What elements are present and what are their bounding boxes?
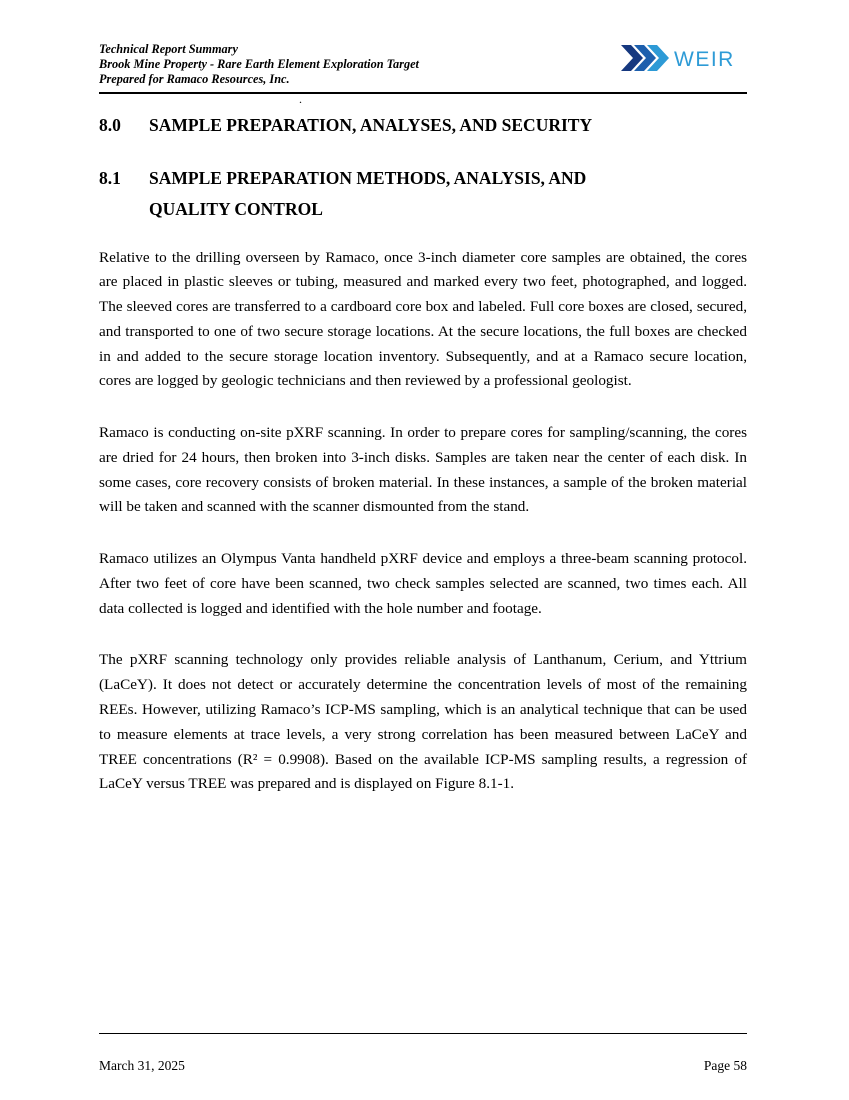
- section-number: 8.1: [99, 168, 121, 189]
- weir-chevrons-icon: [621, 44, 747, 72]
- header-prepared-for: Prepared for Ramaco Resources, Inc.: [99, 72, 290, 87]
- header-divider: [99, 92, 747, 94]
- footer-divider: [99, 1033, 747, 1035]
- section-heading-8-1: [99, 163, 747, 225]
- section-heading-8-0: [99, 114, 747, 138]
- body-paragraph: The pXRF scanning technology only provides reliable analysis of Lanthanum, Cerium, and Yttrium (LaCeY). It does not detect or accurately determine the concentration levels of most of the remaining REEs. However, utilizing Ramaco’s ICP-MS sampling, which is an analytical technique that can be used to measure elements at trace levels, a very strong correlation has been measured between LaCeY and TREE concentrations (R² = 0.9908). Based on the available ICP-MS sampling results, a regression of LaCeY versus TREE was prepared and is displayed on Figure 8.1-1.: [99, 651, 747, 793]
- page-footer: [99, 1058, 747, 1074]
- header-title-block: [99, 42, 419, 88]
- section-number: 8.0: [99, 114, 121, 135]
- header-report-type: Technical Report Summary: [99, 42, 238, 56]
- body-copy: [99, 246, 747, 798]
- footer-date: March 31, 2025: [99, 1058, 185, 1073]
- page-header: [99, 42, 747, 88]
- weir-logo: [621, 44, 747, 77]
- body-paragraph: Ramaco is conducting on-site pXRF scanning. In order to prepare cores for sampling/scanning, the cores are dried for 24 hours, then broken into 3-inch disks. Samples are taken near the center of each disk. In some cases, core recovery consists of broken material. In these instances, a sample of the broken material will be taken and scanned with the scanner dismounted from the stand.: [99, 424, 747, 516]
- body-paragraph: Ramaco utilizes an Olympus Vanta handheld pXRF device and employs a three-beam scanning protocol. After two feet of core have been scanned, two check samples selected are scanned, two times each. All data collected is logged and identified with the hole number and footage.: [99, 550, 747, 617]
- section-title: SAMPLE PREPARATION METHODS, ANALYSIS, AND QUALITY CONTROL: [149, 168, 587, 220]
- body-paragraph: Relative to the drilling overseen by Ramaco, once 3-inch diameter core samples are obtained, the cores are placed in plastic sleeves or tubing, measured and marked every two feet, photographed, and logged. The sleeved cores are transferred to a cardboard core box and labeled. Full core boxes are closed, secured, and transported to one of two secure storage locations. At the secure locations, the full boxes are checked in and added to the secure storage location inventory. Subsequently, and at a Ramaco secure location, cores are logged by geologic technicians and then reviewed by a professional geologist.: [99, 248, 747, 390]
- stray-mark: .: [299, 92, 302, 106]
- header-property-title: Brook Mine Property - Rare Earth Element Exploration Target: [99, 57, 419, 72]
- section-title: SAMPLE PREPARATION, ANALYSES, AND SECURITY: [149, 114, 593, 135]
- weir-logo-text: WEIR: [674, 48, 735, 71]
- footer-page-number: Page 58: [703, 1058, 747, 1073]
